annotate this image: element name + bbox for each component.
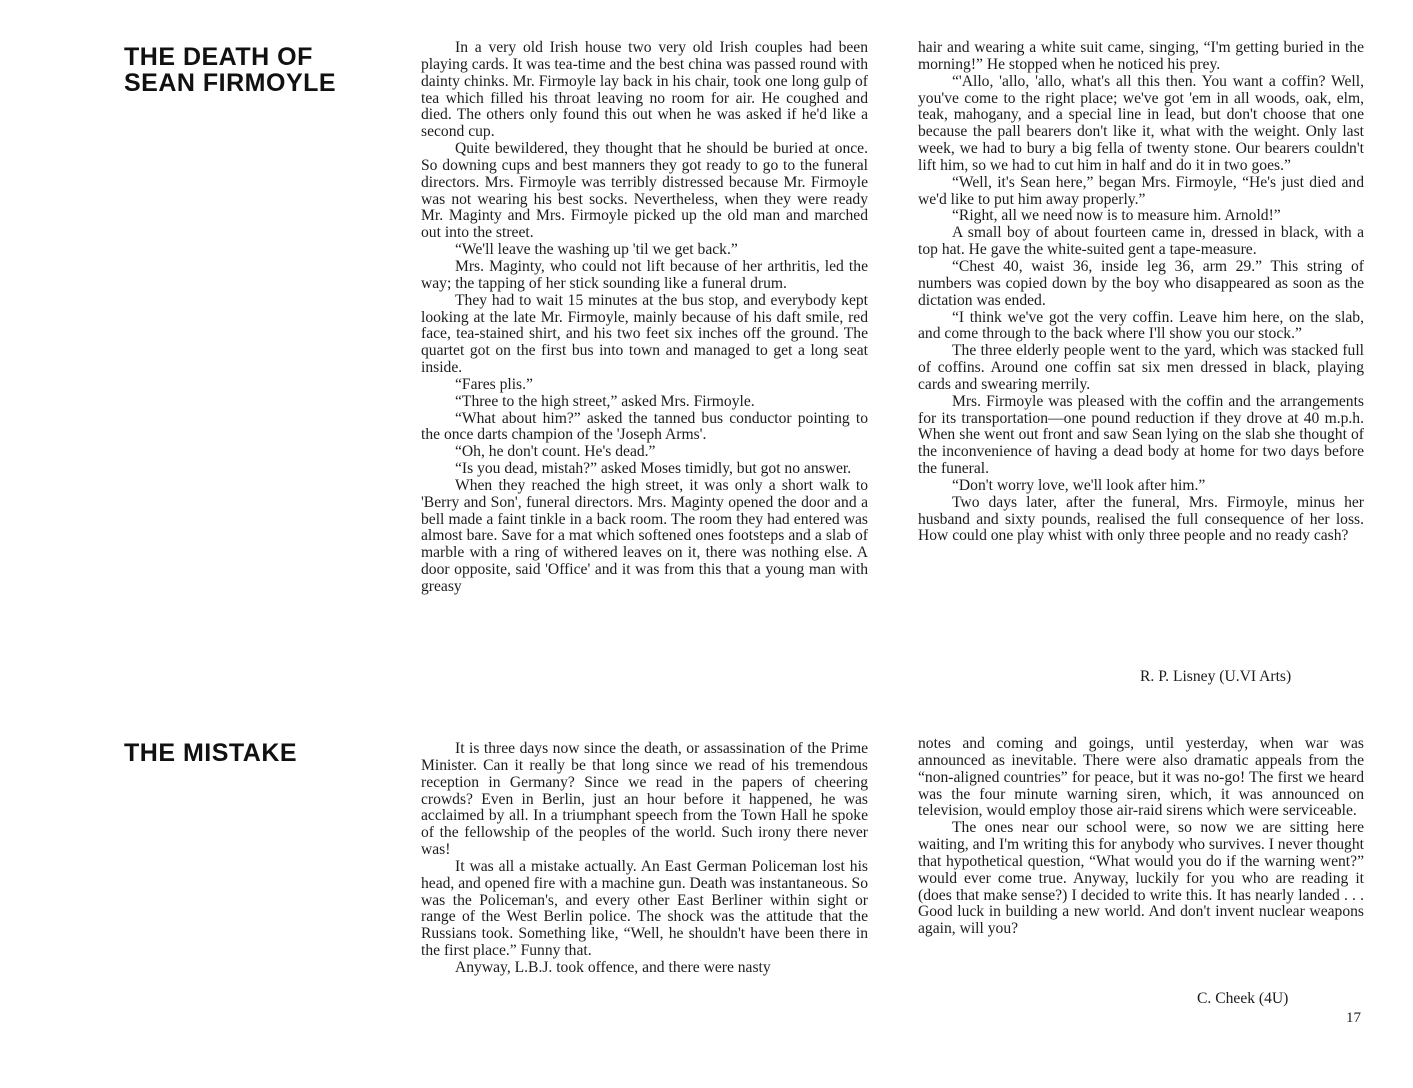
paragraph: When they reached the high street, it was only a short walk to 'Berry and Son', funeral directors. Mrs. Maginty opened the door and a bell made a faint tinkle in a back room. The room they had entered was almost bare. Save for a mat which softened ones footsteps and a slab of marble with a ring of withered leaves on it, there was nothing else. A door opposite, said 'Office' and it was from this that a young man with greasy: [421, 476, 868, 595]
paragraph: It was all a mistake actually. An East German Policeman lost his head, and opened fire with a machine gun. Death was instantaneous. So was the Policeman's, and every other East Berliner within sight or range of the West Berlin police. The shock was the attitude that the Russians took. Something like, “Well, he shouldn't have been there in the first place.” Funny that.: [421, 857, 868, 960]
paragraph: In a very old Irish house two very old Irish couples had been playing cards. It was tea-time and the best china was passed round with dainty chinks. Mr. Firmoyle lay back in his chair, took one long gulp of tea which filled his throat leaving no room for air. He coughed and died. The others only found this out when he was asked if he'd like a second cup.: [421, 39, 868, 141]
story-title-the-mistake: THE MISTAKE: [124, 739, 298, 767]
title-line: THE DEATH OF: [124, 43, 313, 71]
page-number: 17: [1346, 1010, 1361, 1026]
story1-column-2: [918, 40, 1364, 545]
paragraph: A small boy of about fourteen came in, dressed in black, with a top hat. He gave the white-suited gent a tape-measure.: [918, 224, 1364, 259]
story2-author-byline: C. Cheek (4U): [1197, 990, 1289, 1007]
paragraph: “Right, all we need now is to measure him. Arnold!”: [952, 207, 1281, 225]
paragraph: “Don't worry love, we'll look after him.”: [952, 476, 1206, 494]
paragraph: “What about him?” asked the tanned bus conductor pointing to the once darts champion of the 'Joseph Arms'.: [421, 409, 868, 444]
paragraph: Mrs. Firmoyle was pleased with the coffin and the arrangements for its transportation—one pound reduction if they drove at 40 m.p.h. When she went out front and saw Sean lying on the slab she thought of the inconvenience of having a dead body at home for two days before the funeral.: [918, 392, 1364, 478]
paragraph: “'Allo, 'allo, 'allo, what's all this then. You want a coffin? Well, you've come to the right place; we've got 'em in all woods, oak, elm, teak, mahogany, and a special line in lead, but don't choose that one because the pall bearers don't like it, what with the weight. Only last week, we had to bury a big fella of twenty stone. Our bearers couldn't lift him, so we had to cut him in half and do it in two goes.”: [918, 72, 1364, 174]
story2-column-1: [421, 741, 868, 977]
paragraph: Quite bewildered, they thought that he should be buried at once. So downing cups and best manners they got ready to go to the funeral directors. Mrs. Firmoyle was terribly distressed because Mr. Firmoyle was not wearing his best socks. Nevertheless, when they were ready Mr. Maginty and Mrs. Firmoyle picked up the old man and marched out into the street.: [421, 140, 868, 242]
paragraph: “Is you dead, mistah?” asked Moses timidly, but got no answer.: [455, 460, 852, 478]
paragraph: “Fares plis.”: [455, 375, 533, 393]
paragraph-continued: notes and coming and goings, until yesterday, when war was announced as inevitable. There were also dramatic appeals from the “non-aligned countries” for peace, but it was no-go! The first we heard was the four minute warning siren, which, it was announced on television, would employ those air-raid sirens which were serviceable.: [918, 735, 1364, 820]
paragraph-continued: hair and wearing a white suit came, singing, “I'm getting buried in the morning!” He stopped when he noticed his prey.: [918, 39, 1364, 73]
story1-column-1: [421, 40, 868, 596]
paragraph: The ones near our school were, so now we are sitting here waiting, and I'm writing this for anybody who survives. I never thought that hypothetical question, “What would you do if the warning went?” would ever come true. Anyway, luckily for you who are reading it (does that make sense?) I decided to write this. It has nearly landed . . . Good luck in building a new world. And don't invent nuclear weapons again, will you?: [918, 819, 1364, 938]
paragraph: They had to wait 15 minutes at the bus stop, and everybody kept looking at the late Mr. Firmoyle, mainly because of his daft smile, red face, tea-stained shirt, and his two feet six inches off the ground. The quartet got on the first bus into town and managed to get a long seat inside.: [421, 291, 868, 377]
paragraph: Anyway, L.B.J. took offence, and there were nasty: [455, 958, 771, 976]
paragraph: Two days later, after the funeral, Mrs. Firmoyle, minus her husband and sixty pounds, realised the full consequence of her loss. How could one play whist with only three people and no ready cash?: [918, 493, 1364, 545]
paragraph: “Three to the high street,” asked Mrs. Firmoyle.: [455, 392, 755, 410]
paragraph: It is three days now since the death, or assassination of the Prime Minister. Can it really be that long since we read of his tremendous reception in Germany? Since we read in the papers of cheering crowds? Even in Berlin, just an hour before it happened, he was acclaimed by all. In a triumphant speech from the Town Hall he spoke of the fellowship of the peoples of the world. Such irony there never was!: [421, 740, 868, 859]
paragraph: Mrs. Maginty, who could not lift because of her arthritis, led the way; the tapping of her stick sounding like a funeral drum.: [421, 257, 868, 292]
paragraph: “Chest 40, waist 36, inside leg 36, arm 29.” This string of numbers was copied down by the boy who disappeared as soon as the dictation was ended.: [918, 257, 1364, 309]
title-line: SEAN FIRMOYLE: [124, 69, 337, 97]
paragraph: The three elderly people went to the yard, which was stacked full of coffins. Around one coffin sat six men dressed in black, playing cards and swearing merrily.: [918, 342, 1364, 393]
paragraph: “Well, it's Sean here,” began Mrs. Firmoyle, “He's just died and we'd like to put him away properly.”: [918, 173, 1364, 208]
paragraph: “Oh, he don't count. He's dead.”: [455, 443, 656, 461]
story2-column-2: [918, 736, 1364, 938]
paragraph: “I think we've got the very coffin. Leave him here, on the slab, and come through to the back where I'll show you our stock.”: [918, 308, 1364, 343]
story1-author-byline: R. P. Lisney (U.VI Arts): [1140, 668, 1292, 685]
story-title-death-of-sean-firmoyle: [124, 44, 336, 96]
paragraph: “We'll leave the washing up 'til we get back.”: [455, 241, 738, 259]
